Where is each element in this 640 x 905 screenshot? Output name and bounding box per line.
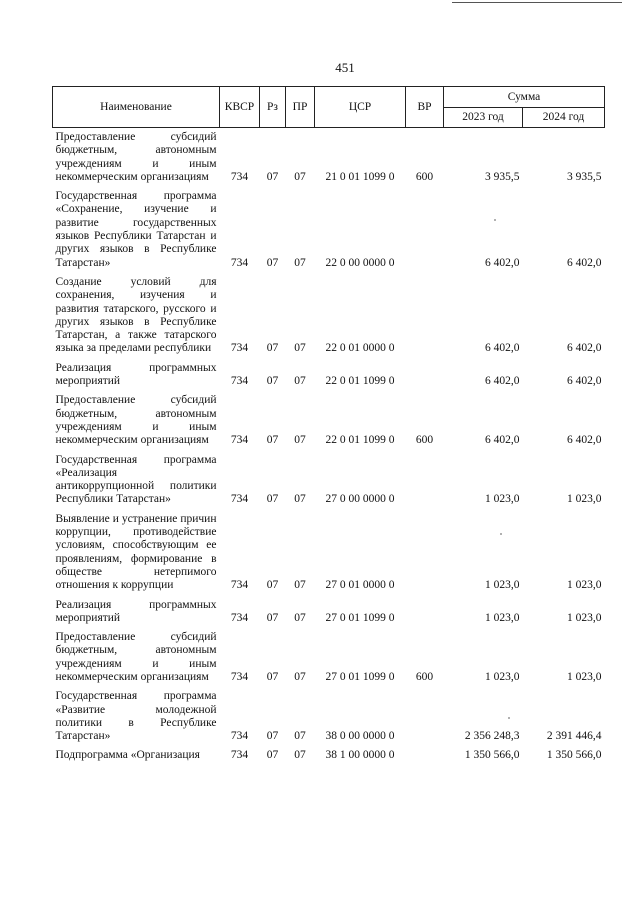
row-sum-2024: 6 402,0 [567,434,602,447]
header-rz: Рз [260,87,286,128]
table-row [53,628,605,687]
row-kvsr: 734 [230,375,249,388]
row-rz: 07 [266,670,279,683]
row-vr [406,187,444,273]
table-row [53,596,605,629]
row-rz: 07 [266,375,279,388]
row-vr [406,510,444,596]
row-pr: 07 [294,375,306,388]
row-sum-2023: 6 402,0 [485,342,520,355]
row-sum-2024: 1 023,0 [567,493,602,506]
header-csr: ЦСР [315,87,406,128]
row-rz: 07 [266,170,279,183]
scan-speck [508,717,510,719]
row-kvsr: 734 [230,749,249,762]
scan-speck [494,219,496,221]
row-vr: 600 [415,170,434,183]
row-pr: 07 [294,170,306,183]
table-row [53,273,605,359]
row-rz: 07 [266,579,279,592]
row-kvsr: 734 [230,434,249,447]
row-rz: 07 [266,256,279,269]
row-name: Государственная программа «Сохранение, изучение и развитие государственных языков Республики Татарстан и других языков в Республике Татарстан» [55,190,217,269]
row-vr [406,746,444,765]
row-csr: 38 0 00 0000 0 [325,730,395,743]
row-rz: 07 [266,342,279,355]
row-pr: 07 [294,256,306,269]
row-vr: 600 [415,434,434,447]
table-row [53,746,605,765]
row-sum-2024: 6 402,0 [567,375,602,388]
row-kvsr: 734 [230,256,249,269]
row-name: Предоставление субсидий бюджетным, автономным учреждениям и иным некоммерческим организациям [55,394,217,447]
row-csr: 27 0 01 1099 0 [325,670,395,683]
row-rz: 07 [266,749,279,762]
row-sum-2024: 1 023,0 [567,611,602,624]
row-sum-2023: 1 023,0 [485,579,520,592]
row-rz: 07 [266,434,279,447]
row-sum-2023: 6 402,0 [485,256,520,269]
table-body [53,128,605,766]
row-sum-2023: 6 402,0 [485,434,520,447]
row-vr [406,451,444,510]
row-csr: 21 0 01 1099 0 [325,170,395,183]
row-name: Реализация программных мероприятий [55,361,217,388]
row-csr: 27 0 00 0000 0 [325,493,395,506]
table-row [53,451,605,510]
row-name: Государственная программа «Реализация антикоррупционной политики Республики Татарстан» [55,453,217,506]
row-pr: 07 [294,730,306,743]
header-sum: Сумма [444,87,605,108]
row-name: Предоставление субсидий бюджетным, автономным учреждениям и иным некоммерческим организациям [55,631,217,683]
header-year-2023: 2023 год [444,107,523,128]
row-csr: 22 0 01 1099 0 [325,375,395,388]
row-sum-2024: 1 350 566,0 [546,749,602,762]
budget-table [52,86,605,766]
row-sum-2023: 2 356 248,3 [464,730,520,743]
row-csr: 22 0 01 0000 0 [325,342,395,355]
row-vr: 600 [415,670,434,683]
row-csr: 22 0 00 0000 0 [325,256,395,269]
row-sum-2023: 1 023,0 [485,611,520,624]
row-kvsr: 734 [230,579,249,592]
table-row [53,687,605,746]
row-kvsr: 734 [230,611,249,624]
header-vr: ВР [406,87,444,128]
row-sum-2024: 3 935,5 [567,170,602,183]
row-name: Подпрограмма «Организация [55,749,200,762]
row-sum-2023: 6 402,0 [485,375,520,388]
row-sum-2024: 6 402,0 [567,256,602,269]
row-pr: 07 [294,434,306,447]
row-kvsr: 734 [230,730,249,743]
table-header [53,87,605,128]
row-sum-2023: 3 935,5 [485,170,520,183]
row-csr: 22 0 01 1099 0 [325,434,395,447]
row-name: Предоставление субсидий бюджетным, автономным учреждениям и иным некоммерческим организациям [55,131,217,183]
row-pr: 07 [294,493,306,506]
row-csr: 27 0 01 0000 0 [325,579,395,592]
table-row [53,391,605,450]
row-rz: 07 [266,611,279,624]
row-sum-2024: 2 391 446,4 [546,730,602,743]
row-pr: 07 [294,670,306,683]
header-pr: ПР [286,87,315,128]
row-kvsr: 734 [230,670,249,683]
row-pr: 07 [294,611,306,624]
header-kvsr: КВСР [220,87,260,128]
row-rz: 07 [266,730,279,743]
row-pr: 07 [294,749,306,762]
scan-speck [500,533,502,535]
table-row [53,510,605,596]
row-vr [406,687,444,746]
page-number: 451 [335,60,355,75]
row-sum-2024: 1 023,0 [567,579,602,592]
row-name: Создание условий для сохранения, изучения и развития татарского, русского и других языков в Республике Татарстан, а также татарского языка за пределами республики [55,275,217,355]
header-name: Наименование [53,87,220,128]
scan-edge-line [452,2,622,3]
row-pr: 07 [294,579,306,592]
row-vr [406,359,444,392]
table-row [53,359,605,392]
row-kvsr: 734 [230,170,249,183]
row-csr: 38 1 00 0000 0 [325,749,395,762]
row-name: Выявление и устранение причин коррупции, противодействие условиям, способствующим ее проявлениям, формирование в обществе нетерпимого отношения к коррупции [55,512,217,592]
row-sum-2023: 1 350 566,0 [464,749,520,762]
table-row [53,128,605,188]
row-rz: 07 [266,493,279,506]
row-sum-2024: 6 402,0 [567,342,602,355]
row-vr [406,596,444,629]
header-year-2024: 2024 год [523,107,605,128]
row-vr [406,273,444,359]
row-name: Государственная программа «Развитие молодежной политики в Республике Татарстан» [55,690,217,743]
row-kvsr: 734 [230,342,249,355]
row-sum-2023: 1 023,0 [485,670,520,683]
row-sum-2023: 1 023,0 [485,493,520,506]
row-name: Реализация программных мероприятий [55,598,217,624]
row-csr: 27 0 01 1099 0 [325,611,395,624]
row-sum-2024: 1 023,0 [567,670,602,683]
row-kvsr: 734 [230,493,249,506]
row-pr: 07 [294,342,306,355]
table-row [53,187,605,273]
